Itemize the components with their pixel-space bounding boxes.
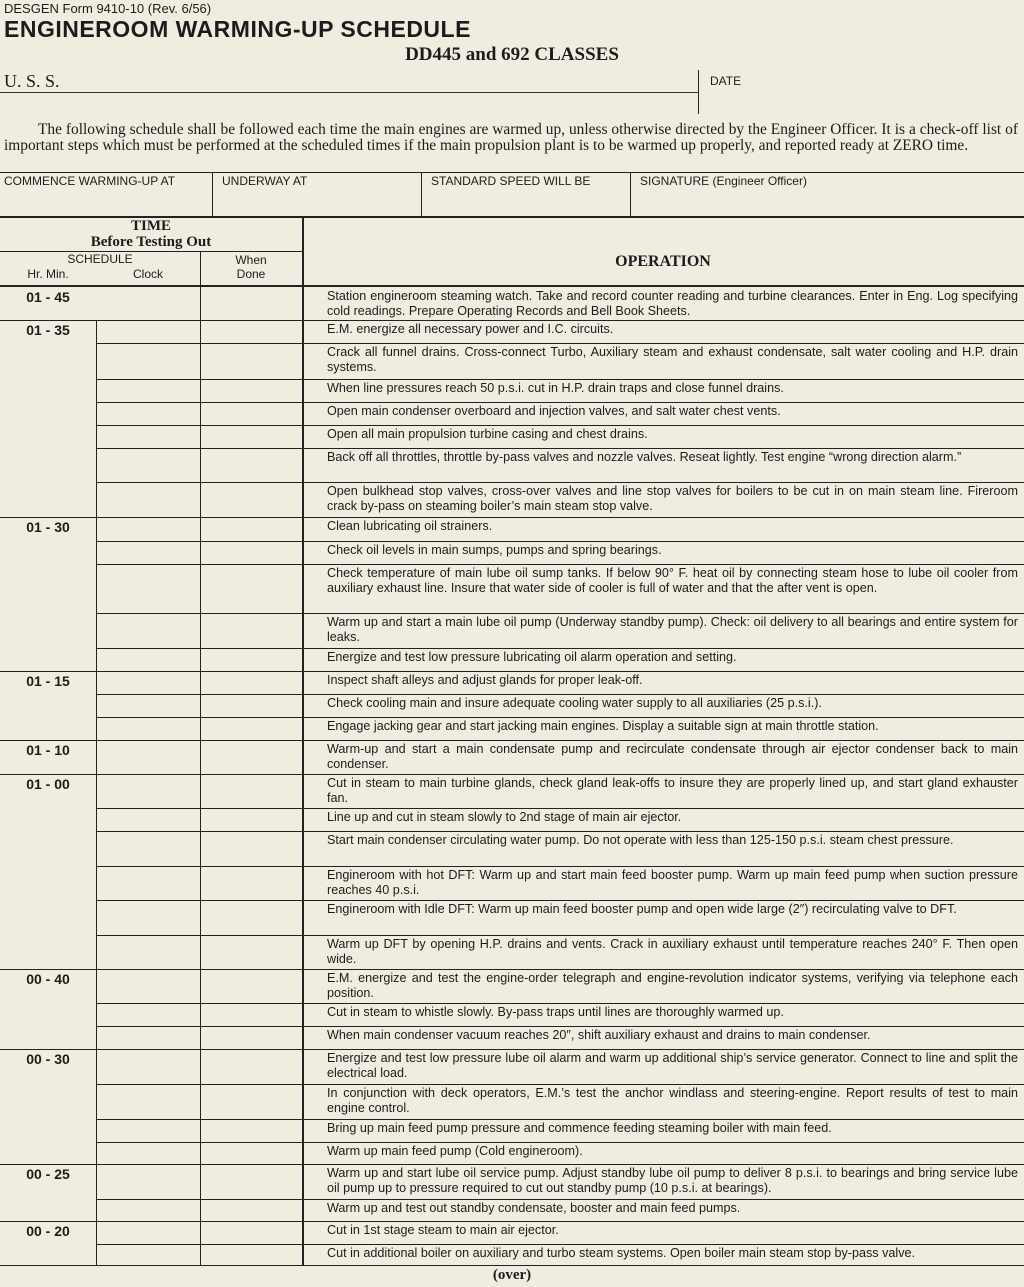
- schedule-time: 01 - 00: [26, 776, 70, 792]
- when-done-cell[interactable]: [201, 867, 302, 900]
- time-header-line2: Before Testing Out: [90, 234, 212, 250]
- when-done-cell[interactable]: [201, 426, 302, 448]
- operation-text: Start main condenser circulating water pump. Do not operate with less than 125-150 p.s.i. steam chest pressure.: [327, 833, 954, 847]
- clock-cell[interactable]: [97, 380, 200, 402]
- schedule-time: 01 - 30: [26, 519, 70, 535]
- sig-divider: [421, 173, 422, 217]
- when-done-cell[interactable]: [201, 695, 302, 717]
- operation-col-rule: [302, 218, 304, 1265]
- operation-text: Warm up main feed pump (Cold engineroom).: [327, 1144, 583, 1158]
- operation-text: Engineroom with Idle DFT: Warm up main feed booster pump and open wide large (2″) recirculating valve to DFT.: [327, 902, 957, 916]
- operation-text: Cut in 1st stage steam to main air ejector.: [327, 1223, 559, 1237]
- operation-text: Check oil levels in main sumps, pumps and spring bearings.: [327, 543, 662, 557]
- when-done-cell[interactable]: [201, 380, 302, 402]
- operation-text: Energize and test low pressure lube oil alarm and warm up additional ship’s service generator. Connect to line and split the electrical load.: [327, 1051, 1018, 1080]
- operation-text: Open all main propulsion turbine casing and chest drains.: [327, 427, 648, 441]
- when-done-cell[interactable]: [201, 936, 302, 969]
- clock-cell[interactable]: [97, 695, 200, 717]
- when-done-cell[interactable]: [201, 344, 302, 379]
- clock-cell[interactable]: [97, 936, 200, 969]
- clock-cell[interactable]: [97, 518, 200, 541]
- clock-cell[interactable]: [97, 344, 200, 379]
- operation-text: E.M. energize all necessary power and I.C. circuits.: [327, 322, 614, 336]
- over-note: (over): [492, 1267, 532, 1283]
- clock-cell[interactable]: [97, 288, 200, 320]
- when-done-cell[interactable]: [201, 649, 302, 671]
- time-header: [0, 218, 302, 250]
- clock-cell[interactable]: [97, 1050, 200, 1084]
- clock-cell[interactable]: [97, 449, 200, 482]
- form-number: DESGEN Form 9410-10 (Rev. 6/56): [4, 1, 212, 16]
- when-done-cell[interactable]: [201, 542, 302, 564]
- operation-text: Bring up main feed pump pressure and commence feeding steaming boiler with main feed.: [327, 1121, 832, 1135]
- operation-text: Check cooling main and insure adequate cooling water supply to all auxiliaries (25 p.s.i.).: [327, 696, 822, 710]
- schedule-time: 00 - 20: [26, 1223, 70, 1239]
- clock-cell[interactable]: [97, 614, 200, 648]
- schedule-time: 00 - 40: [26, 971, 70, 987]
- commence-field[interactable]: [0, 173, 212, 217]
- clock-cell[interactable]: [97, 1085, 200, 1119]
- signature-field[interactable]: [636, 173, 1024, 217]
- when-done-cell[interactable]: [201, 1245, 302, 1265]
- clock-cell[interactable]: [97, 483, 200, 517]
- operation-text: E.M. energize and test the engine-order telegraph and engine-revolution indicator systems, verifying via telephone each position.: [327, 971, 1018, 1000]
- clock-cell[interactable]: [97, 1165, 200, 1199]
- when-done-cell[interactable]: [201, 565, 302, 613]
- when-done-cell[interactable]: [201, 1222, 302, 1244]
- when-done-cell[interactable]: [201, 614, 302, 648]
- clock-cell[interactable]: [97, 867, 200, 900]
- schedule-time: 00 - 30: [26, 1051, 70, 1067]
- clock-cell[interactable]: [97, 1200, 200, 1221]
- when-done-cell[interactable]: [201, 775, 302, 808]
- clock-cell[interactable]: [97, 1004, 200, 1026]
- operation-text: Crack all funnel drains. Cross-connect Turbo, Auxiliary steam and exhaust condensate, salt water cooling and H.P. drain systems.: [327, 345, 1018, 374]
- when-done-cell[interactable]: [201, 672, 302, 694]
- operation-text: Open main condenser overboard and injection valves, and salt water chest vents.: [327, 404, 781, 418]
- operation-text: Energize and test low pressure lubricating oil alarm operation and setting.: [327, 650, 737, 664]
- clock-cell[interactable]: [97, 1245, 200, 1265]
- when-done-cell[interactable]: [201, 970, 302, 1003]
- when-done-header: When Done: [235, 253, 267, 281]
- signature-label: SIGNATURE (Engineer Officer): [640, 174, 807, 188]
- schedule-time: 01 - 35: [26, 322, 70, 338]
- schedule-time: 00 - 25: [26, 1166, 70, 1182]
- operation-text: Engage jacking gear and start jacking main engines. Display a suitable sign at main throttle station.: [327, 719, 879, 733]
- clock-cell[interactable]: [97, 1120, 200, 1142]
- signature-row: [0, 172, 1024, 217]
- clock-cell[interactable]: [97, 565, 200, 613]
- when-done-cell[interactable]: [201, 832, 302, 866]
- clock-cell[interactable]: [97, 1222, 200, 1244]
- uss-fill-line: [0, 92, 698, 93]
- intro-paragraph: The following schedule shall be followed each time the main engines are warmed up, unless otherwise directed by the Engineer Officer. It is a check-off list of important steps which must be performed at the scheduled times if the main propulsion plant is to be warmed up properly, and reported ready at ZERO time.: [4, 121, 1018, 154]
- operation-text: Warm up DFT by opening H.P. drains and vents. Crack in auxiliary exhaust until temperature reaches 240° F. Then open wide.: [327, 937, 1018, 966]
- table-bottom-rule: [0, 1265, 1024, 1266]
- operation-text: Warm up and test out standby condensate, booster and main feed pumps.: [327, 1201, 741, 1215]
- schedule-header: SCHEDULE: [67, 252, 133, 266]
- clock-cell[interactable]: [97, 426, 200, 448]
- clock-cell[interactable]: [97, 901, 200, 935]
- when-done-cell[interactable]: [201, 1085, 302, 1119]
- clock-cell[interactable]: [97, 542, 200, 564]
- clock-cell[interactable]: [97, 741, 200, 774]
- clock-cell[interactable]: [97, 718, 200, 740]
- operation-text: Station engineroom steaming watch. Take and record counter reading and turbine clearances. Enter in Eng. Log specifying cold readings. Prepare Operating Records and Bell Book Sheets.: [327, 289, 1018, 318]
- operation-text: Engineroom with hot DFT: Warm up and start main feed booster pump. Warm up main feed pump when suction pressure reaches 40 p.s.i.: [327, 868, 1018, 897]
- header-bottom-rule: [0, 285, 1024, 287]
- clock-cell[interactable]: [97, 809, 200, 831]
- when-done-cell[interactable]: [201, 1004, 302, 1026]
- clock-cell[interactable]: [97, 775, 200, 808]
- when-done-cell[interactable]: [201, 483, 302, 517]
- when-done-cell[interactable]: [201, 1120, 302, 1142]
- operation-text: Inspect shaft alleys and adjust glands for proper leak-off.: [327, 673, 643, 687]
- schedule-time: 01 - 45: [26, 289, 70, 305]
- when-done-cell[interactable]: [201, 1165, 302, 1199]
- operation-text: Warm up and start a main lube oil pump (Underway standby pump). Check: oil delivery to all bearings and entire system for leaks.: [327, 615, 1018, 644]
- when-done-cell[interactable]: [201, 518, 302, 541]
- sig-divider: [630, 173, 631, 217]
- clock-header: Clock: [132, 267, 163, 281]
- commence-label: COMMENCE WARMING-UP AT: [4, 174, 176, 188]
- schedule-time: 01 - 10: [26, 742, 70, 758]
- date-divider: [698, 70, 699, 114]
- when-done-cell[interactable]: [201, 718, 302, 740]
- operation-text: Warm-up and start a main condensate pump and recirculate condensate through air ejector condenser back to main condenser.: [327, 742, 1018, 771]
- speed-field[interactable]: [427, 173, 627, 217]
- clock-cell[interactable]: [97, 832, 200, 866]
- operation-text: Check temperature of main lube oil sump tanks. If below 90° F. heat oil by connecting steam hose to lube oil cooler from auxiliary exhaust line. Insure that water side of cooler is full of water and that the after vent is open.: [327, 566, 1018, 595]
- clock-cell[interactable]: [97, 672, 200, 694]
- operation-text: In conjunction with deck operators, E.M.’s test the anchor windlass and steering-engine. Report results of test to main engine control.: [327, 1086, 1018, 1115]
- date-label: DATE: [710, 74, 742, 88]
- clock-cell[interactable]: [97, 649, 200, 671]
- when-done-cell[interactable]: [201, 403, 302, 425]
- when-done-cell[interactable]: [201, 1143, 302, 1164]
- when-done-cell[interactable]: [201, 1050, 302, 1084]
- hr-min-header: Hr. Min.: [27, 267, 69, 281]
- when-done-cell[interactable]: [201, 901, 302, 935]
- operation-text: Back off all throttles, throttle by-pass valves and nozzle valves. Reseat lightly. Test engine “wrong direction alarm.”: [327, 450, 962, 464]
- operation-text: Line up and cut in steam slowly to 2nd stage of main air ejector.: [327, 810, 682, 824]
- speed-label: STANDARD SPEED WILL BE: [431, 174, 591, 188]
- ship-classes: DD445 and 692 CLASSES: [405, 44, 619, 65]
- operation-text: Open bulkhead stop valves, cross-over valves and line stop valves for boilers to be cut in on main steam line. Fireroom crack by-pass on steaming boiler’s main steam stop valve.: [327, 484, 1018, 513]
- uss-label: U. S. S.: [4, 71, 60, 91]
- operation-text: Warm up and start lube oil service pump. Adjust standby lube oil pump to deliver 8 p.s.i. to bearings and bring service lube oil pump up to pressure required to cut out standby pump (10 p.s.i. at bearings).: [327, 1166, 1018, 1195]
- schedule-time: 01 - 15: [26, 673, 70, 689]
- underway-field[interactable]: [218, 173, 418, 217]
- when-done-cell[interactable]: [201, 1200, 302, 1221]
- operation-text: When line pressures reach 50 p.s.i. cut in H.P. drain traps and close funnel drains.: [327, 381, 784, 395]
- operation-text: Cut in steam to main turbine glands, check gland leak-offs to insure they are properly lined up, and start gland exhauster fan.: [327, 776, 1018, 805]
- when-done-cell[interactable]: [201, 449, 302, 482]
- clock-cell[interactable]: [97, 403, 200, 425]
- when-done-cell[interactable]: [201, 1027, 302, 1049]
- underway-label: UNDERWAY AT: [222, 174, 308, 188]
- when-done-cell[interactable]: [201, 741, 302, 774]
- when-done-cell[interactable]: [201, 288, 302, 320]
- sig-divider: [212, 173, 213, 217]
- page-title: ENGINEROOM WARMING-UP SCHEDULE: [4, 16, 471, 42]
- operation-text: Cut in additional boiler on auxiliary and turbo steam systems. Open boiler main steam stop by-pass valve.: [327, 1246, 915, 1260]
- time-header-line1: TIME: [130, 218, 171, 234]
- clock-cell[interactable]: [97, 1027, 200, 1049]
- operation-text: Cut in steam to whistle slowly. By-pass traps until lines are thoroughly warmed up.: [327, 1005, 784, 1019]
- operation-text: When main condenser vacuum reaches 20″, shift auxiliary exhaust and drains to main condenser.: [327, 1028, 871, 1042]
- clock-cell[interactable]: [97, 970, 200, 1003]
- when-done-cell[interactable]: [201, 809, 302, 831]
- clock-cell[interactable]: [97, 321, 200, 343]
- operation-text: Clean lubricating oil strainers.: [327, 519, 493, 533]
- when-done-cell[interactable]: [201, 321, 302, 343]
- clock-cell[interactable]: [97, 1143, 200, 1164]
- operation-header: OPERATION: [615, 253, 711, 270]
